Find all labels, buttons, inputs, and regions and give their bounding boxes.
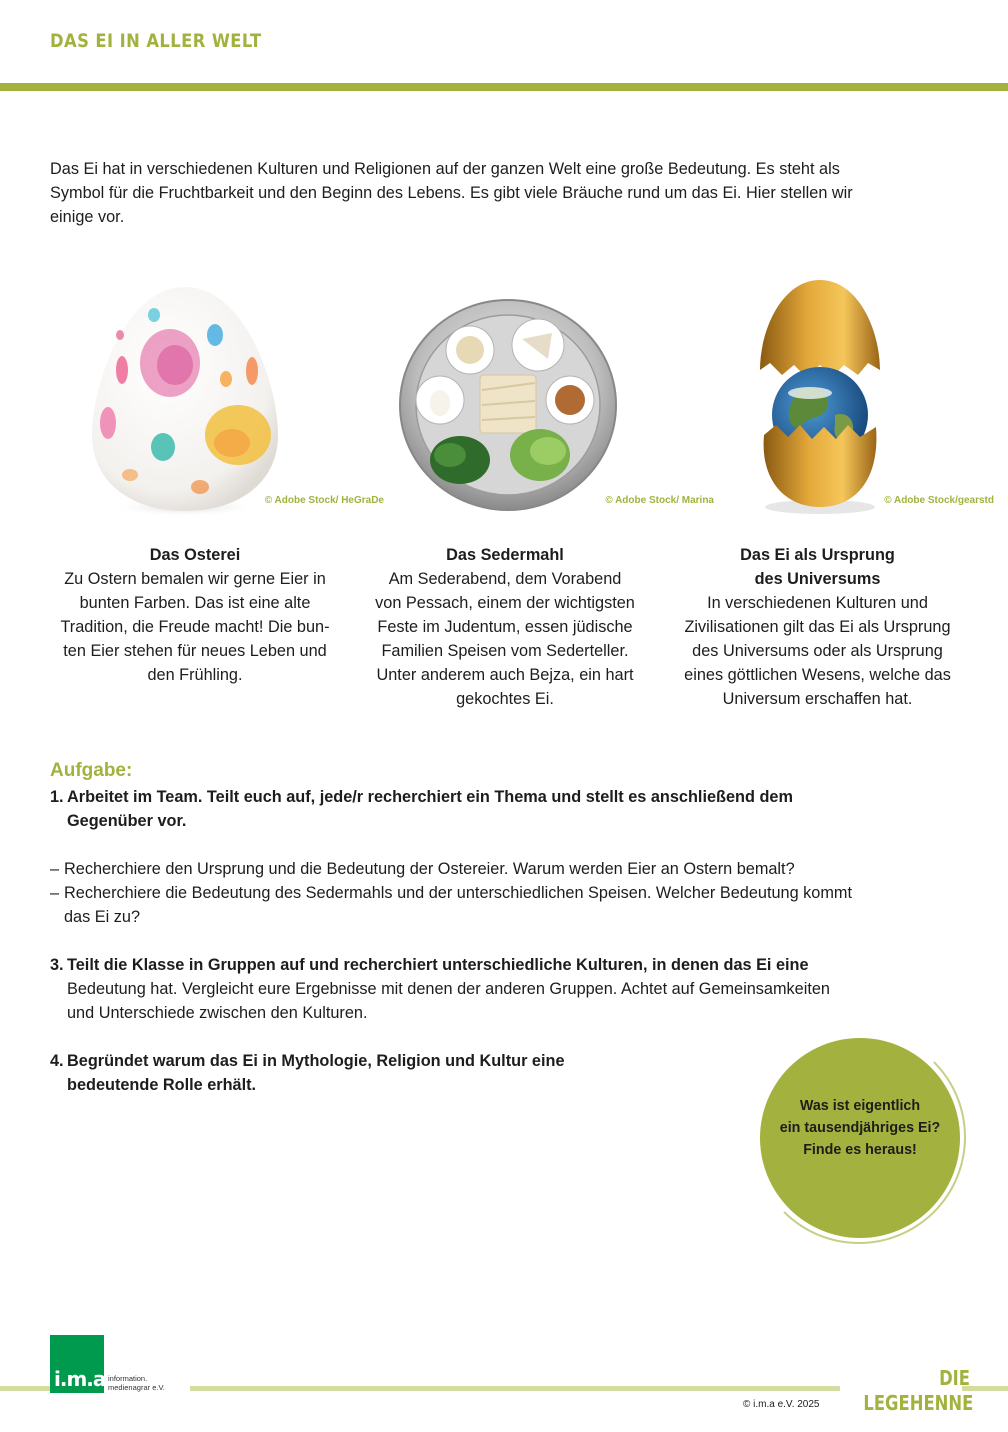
footer-divider bbox=[190, 1386, 840, 1391]
copyright: © i.m.a e.V. 2025 bbox=[743, 1399, 820, 1410]
task-4 bbox=[50, 1049, 630, 1097]
intro-text bbox=[50, 157, 955, 229]
brand-line: LEGEHENNE bbox=[863, 1391, 974, 1415]
task-line: Recherchiere die Bedeutung des Sedermahls und der unterschiedlichen Speisen. Welcher Bedeutung kommt bbox=[64, 884, 853, 902]
task-line: Begründet warum das Ei in Mythologie, Religion und Kultur eine bbox=[67, 1052, 565, 1070]
task-line: Gegenüber vor. bbox=[67, 812, 187, 830]
caption-line: Zivilisationen gilt das Ei als Ursprung bbox=[684, 618, 951, 636]
caption-line: des Universums oder als Ursprung bbox=[692, 642, 943, 660]
caption-seder bbox=[360, 543, 650, 711]
callout-line: Was ist eigentlich bbox=[799, 1098, 921, 1114]
caption-title: des Universums bbox=[754, 570, 881, 588]
intro-line: Symbol für die Fruchtbarkeit und den Beginn des Lebens. Es gibt viele Bräuche rund um das Ei. Hier stellen wir bbox=[50, 184, 853, 202]
seder-plate-image bbox=[390, 275, 720, 520]
logo-subtitle-line: information. bbox=[108, 1374, 148, 1383]
golden-egg-illustration bbox=[740, 275, 1000, 520]
caption-title: Das Sedermahl bbox=[446, 546, 564, 564]
task-line: Teilt die Klasse in Gruppen auf und recherchiert unterschiedliche Kulturen, in denen das Ei eine bbox=[67, 956, 809, 974]
task-line: bedeutende Rolle erhält. bbox=[67, 1076, 257, 1094]
caption-line: Universum erschaffen hat. bbox=[722, 690, 913, 708]
task-line: Arbeitet im Team. Teilt euch auf, jede/r recherchiert ein Thema und stellt es anschließend dem bbox=[67, 788, 793, 806]
caption-line: ten Eier stehen für neues Leben und bbox=[63, 642, 327, 660]
task-line: das Ei zu? bbox=[64, 908, 141, 926]
brand-title bbox=[840, 1366, 974, 1416]
task-3 bbox=[50, 953, 930, 1025]
caption-line: gekochtes Ei. bbox=[456, 690, 554, 708]
caption-line: Zu Ostern bemalen wir gerne Eier in bbox=[64, 570, 326, 588]
logo-subtitle-line: medienagrar e.V. bbox=[108, 1383, 165, 1392]
intro-line: einige vor. bbox=[50, 208, 125, 226]
caption-line: den Frühling. bbox=[147, 666, 243, 684]
task-1 bbox=[50, 785, 880, 833]
caption-title: Das Ei als Ursprung bbox=[740, 546, 895, 564]
caption-easter-egg bbox=[45, 543, 345, 687]
page-title: DAS EI IN ALLER WELT bbox=[50, 30, 262, 52]
footer-divider bbox=[0, 1386, 50, 1391]
task-number: 3. bbox=[50, 956, 64, 974]
caption-line: In verschiedenen Kulturen und bbox=[707, 594, 928, 612]
logo-subtitle bbox=[108, 1374, 198, 1392]
task-heading: Aufgabe: bbox=[50, 760, 133, 781]
caption-title: Das Osterei bbox=[149, 546, 241, 564]
caption-universe bbox=[665, 543, 970, 711]
image-credit: © Adobe Stock/gearstd bbox=[884, 495, 994, 506]
image-credit: © Adobe Stock/ Marina bbox=[605, 495, 714, 506]
task-number: 1. bbox=[50, 788, 64, 806]
caption-line: Am Sederabend, dem Vorabend bbox=[388, 570, 622, 588]
easter-egg-image bbox=[60, 275, 390, 520]
task-line: und Unterschiede zwischen den Kulturen. bbox=[67, 1004, 368, 1022]
callout-line: Finde es heraus! bbox=[803, 1142, 917, 1158]
callout-text bbox=[760, 1095, 960, 1161]
caption-line: Unter anderem auch Bejza, ein hart bbox=[376, 666, 634, 684]
image-credit: © Adobe Stock/ HeGraDe bbox=[264, 495, 384, 506]
task-line: Bedeutung hat. Vergleicht eure Ergebnisse mit denen der anderen Gruppen. Achtet auf Gemeinsamkeiten bbox=[67, 980, 830, 998]
callout-line: ein tausendjähriges Ei? bbox=[779, 1120, 941, 1136]
bullet-dash: – bbox=[50, 884, 60, 902]
task-line: Recherchiere den Ursprung und die Bedeutung der Ostereier. Warum werden Eier an Ostern bemalt? bbox=[64, 860, 795, 878]
seder-plate-illustration bbox=[390, 275, 720, 520]
task-number: 4. bbox=[50, 1052, 64, 1070]
caption-line: eines göttlichen Wesens, welche das bbox=[684, 666, 951, 684]
logo-text: i.m.a bbox=[54, 1367, 106, 1391]
easter-egg-illustration bbox=[60, 275, 390, 520]
task-bullet bbox=[50, 881, 930, 929]
caption-line: Familien Speisen vom Sederteller. bbox=[381, 642, 629, 660]
bullet-dash: – bbox=[50, 860, 60, 878]
task-bullet bbox=[50, 857, 930, 881]
ima-logo bbox=[50, 1335, 104, 1393]
caption-line: Feste im Judentum, essen jüdische bbox=[377, 618, 633, 636]
header-divider bbox=[0, 83, 1008, 91]
brand-line: DIE bbox=[939, 1366, 970, 1390]
golden-egg-image bbox=[740, 275, 1000, 520]
callout-circle bbox=[760, 1038, 960, 1238]
intro-line: Das Ei hat in verschiedenen Kulturen und Religionen auf der ganzen Welt eine große Bedeutung. Es steht als bbox=[50, 160, 840, 178]
caption-line: bunten Farben. Das ist eine alte bbox=[79, 594, 311, 612]
caption-line: von Pessach, einem der wichtigsten bbox=[375, 594, 635, 612]
caption-line: Tradition, die Freude macht! Die bun- bbox=[60, 618, 330, 636]
